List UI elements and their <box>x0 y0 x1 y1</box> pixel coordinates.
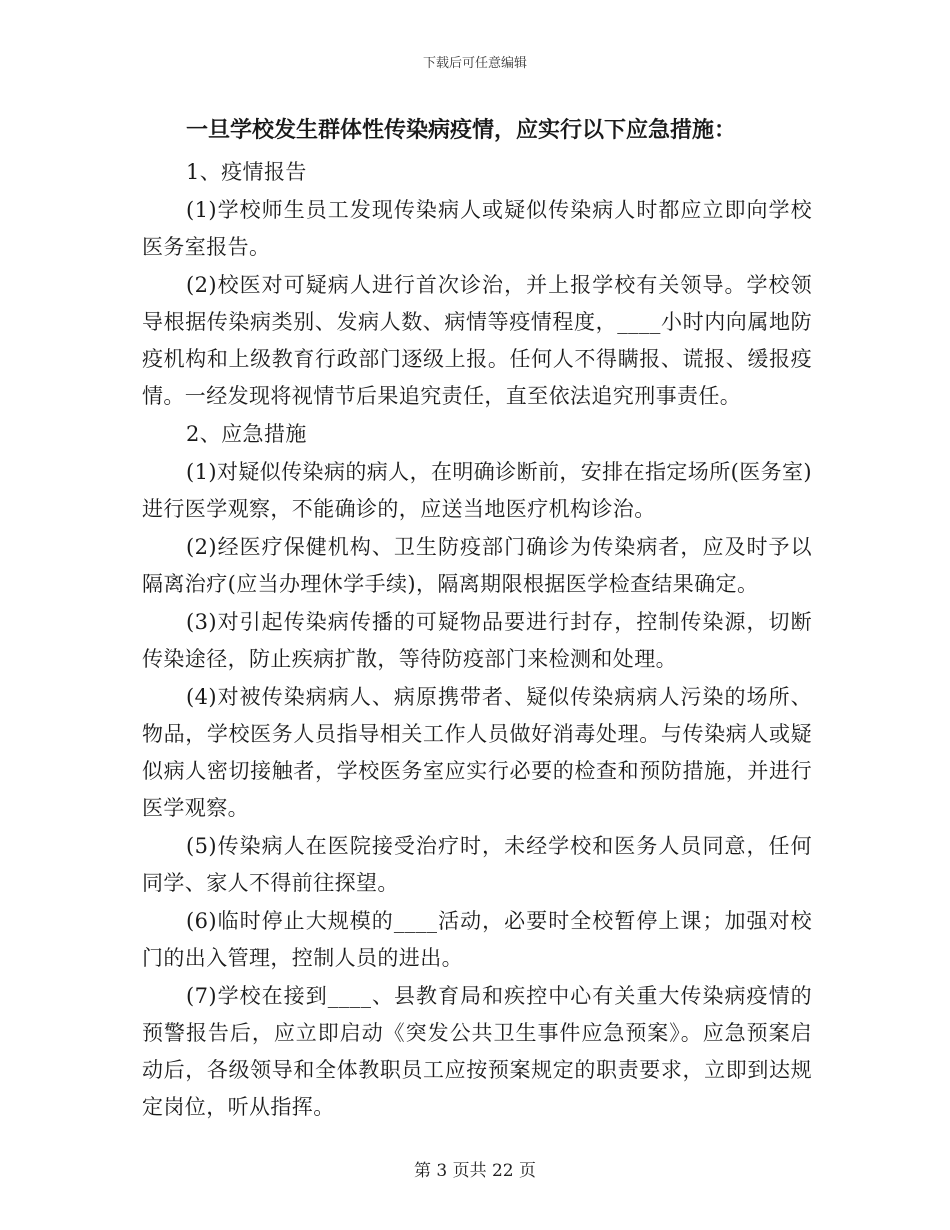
document-body <box>142 112 812 1127</box>
paragraph-measure-4: (4)对被传染病病人、病原携带者、疑似传染病病人污染的场所、物品，学校医务人员指导相关工作人员做好消毒处理。与传染病人或疑似病人密切接触者，学校医务室应实行必要的检查和预防措施，并进行医学观察。 <box>142 685 812 820</box>
paragraph-measure-3: (3)对引起传染病传播的可疑物品要进行封存，控制传染源，切断传染途径，防止疾病扩散，等待防疫部门来检测和处理。 <box>142 610 812 671</box>
paragraph-measure-7: (7)学校在接到____、县教育局和疾控中心有关重大传染病疫情的预警报告后，应立即启动《突发公共卫生事件应急预案》。应急预案启动后，各级领导和全体教职员工应按预案规定的职责要求，立即到达规定岗位，听从指挥。 <box>142 984 812 1119</box>
page-header: 下载后可任意编辑 <box>422 56 527 71</box>
section-title: 一旦学校发生群体性传染病疫情，应实行以下应急措施： <box>186 117 737 143</box>
heading-emergency-measures: 2、应急措施 <box>186 422 307 446</box>
paragraph-measure-5: (5)传染病人在医院接受治疗时，未经学校和医务人员同意，任何同学、家人不得前往探望。 <box>142 834 812 895</box>
paragraph-measure-6: (6)临时停止大规模的____活动，必要时全校暂停上课；加强对校门的出入管理，控制人员的进出。 <box>142 909 812 970</box>
page-number: 第 3 页共 22 页 <box>413 1161 537 1181</box>
paragraph-measure-1: (1)对疑似传染病的病人，在明确诊断前，安排在指定场所(医务室)进行医学观察，不能确诊的，应送当地医疗机构诊治。 <box>142 460 812 521</box>
heading-epidemic-report: 1、疫情报告 <box>186 160 307 184</box>
paragraph-report-1: (1)学校师生员工发现传染病人或疑似传染病人时都应立即向学校医务室报告。 <box>142 198 812 259</box>
paragraph-measure-2: (2)经医疗保健机构、卫生防疫部门确诊为传染病者，应及时予以隔离治疗(应当办理休学手续)，隔离期限根据医学检查结果确定。 <box>142 535 812 596</box>
paragraph-report-2: (2)校医对可疑病人进行首次诊治，并上报学校有关领导。学校领导根据传染病类别、发病人数、病情等疫情程度，____小时内向属地防疫机构和上级教育行政部门逐级上报。任何人不得瞒报、谎报、缓报疫情。一经发现将视情节后果追究责任，直至依法追究刑事责任。 <box>142 273 812 408</box>
